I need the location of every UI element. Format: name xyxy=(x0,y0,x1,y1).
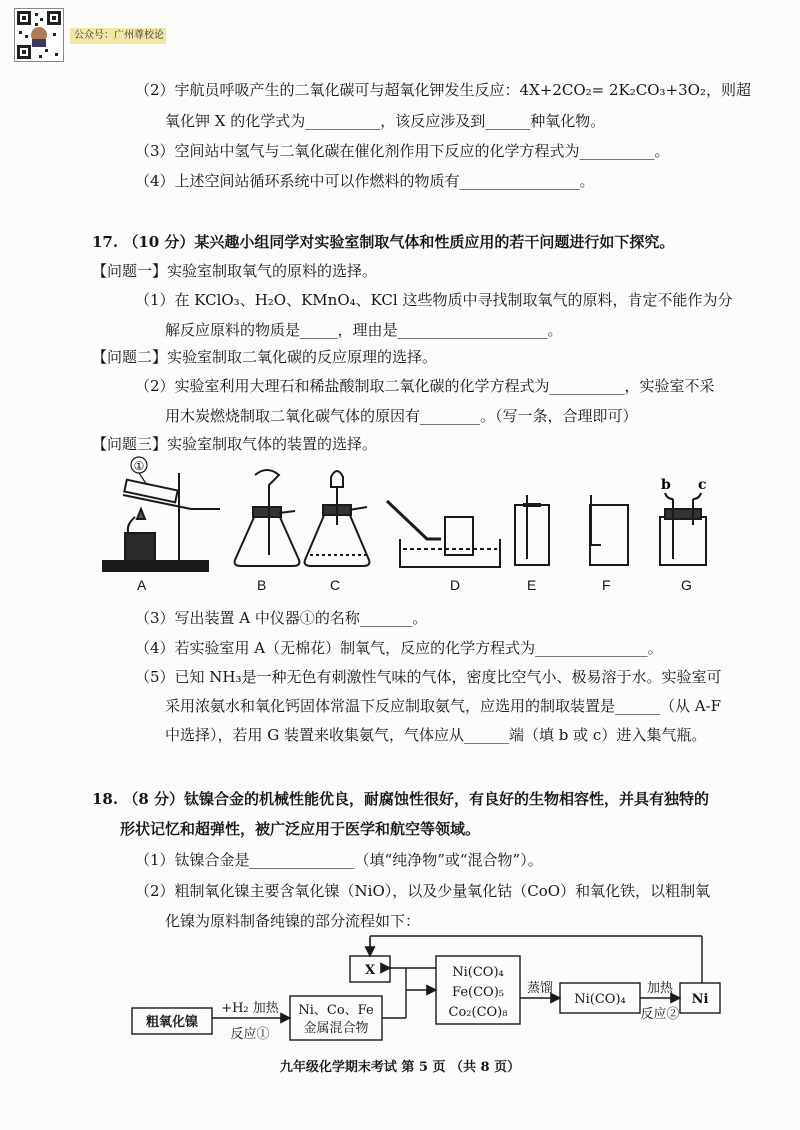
flow-chart xyxy=(120,928,740,1046)
header-badge: 公众号：广州尊校论 xyxy=(70,28,166,44)
q18-title-b: 形状记忆和超弹性，被广泛应用于医学和航空等领域。 xyxy=(120,820,481,838)
flow-mix1: Ni、Co、Fe xyxy=(298,1003,374,1018)
flow-ni: Ni xyxy=(691,992,709,1007)
flow-raw: 粗氧化镍 xyxy=(145,1015,199,1030)
q18-sub2b: 化镍为原料制备纯镍的部分流程如下： xyxy=(165,912,421,930)
flow-x: X xyxy=(364,963,376,978)
q17-sub1a: （1）在 KClO₃、H₂O、KMnO₄、KCl 这些物质中寻找制取氧气的原料，肯定不能作为分 xyxy=(135,291,733,309)
label-d: D xyxy=(450,577,461,593)
q16-line2a: （2）宇航员呼吸产生的二氧化碳可与超氧化钾发生反应：4X+2CO₂= 2K₂CO₃+3O₂，则超 xyxy=(135,81,751,99)
q17-sub5b: 采用浓氨水和氧化钙固体常温下反应制取氨气，应选用的制取装置是______（从 A-F xyxy=(165,697,722,715)
label-f: F xyxy=(602,577,611,593)
q16-line2b: 氧化钾 X 的化学式为__________，该反应涉及到______种氧化物。 xyxy=(165,112,606,130)
apparatus-c xyxy=(305,471,370,566)
q17-problem2: 【问题二】实验室制取二氧化碳的反应原理的选择。 xyxy=(92,348,438,366)
q18-sub2a: （2）粗制氧化镍主要含氧化镍（NiO），以及少量氧化钴（CoO）和氧化铁，以粗制氧 xyxy=(135,882,711,900)
label-b: B xyxy=(257,577,267,593)
flow-c2: Fe(CO)₅ xyxy=(452,985,504,1000)
g-port-b: b xyxy=(661,477,671,493)
q17-sub5a: （5）已知 NH₃是一种无色有刺激性气味的气体，密度比空气小、极易溶于水。实验室可 xyxy=(135,668,722,686)
q17-sub1b: 解反应原料的物质是_____，理由是____________________。 xyxy=(165,321,563,339)
flow-distill: 蒸馏 xyxy=(526,981,554,996)
apparatus-e xyxy=(515,495,549,565)
qr-code xyxy=(14,8,64,62)
apparatus-diagram xyxy=(95,455,735,600)
q17-sub5c: 中选择），若用 G 装置来收集氨气，气体应从______端（填 b 或 c）进入集气瓶。 xyxy=(165,726,707,744)
g-port-c: c xyxy=(698,477,707,493)
apparatus-b xyxy=(235,470,300,566)
flow-c1: Ni(CO)₄ xyxy=(452,965,504,980)
q16-line4: （4）上述空间站循环系统中可以作燃料的物质有________________。 xyxy=(135,172,595,190)
q17-title: 17. （10 分）某兴趣小组同学对实验室制取气体和性质应用的若干问题进行如下探究。 xyxy=(92,233,675,251)
label-g: G xyxy=(681,577,692,593)
apparatus-f xyxy=(590,495,628,565)
label-a: A xyxy=(137,577,147,593)
q18-sub1: （1）钛镍合金是______________（填“纯净物”或“混合物”）。 xyxy=(135,851,543,869)
q17-sub3: （3）写出装置 A 中仪器①的名称_______。 xyxy=(135,609,428,627)
apparatus-d xyxy=(387,501,500,567)
q17-sub2a: （2）实验室利用大理石和稀盐酸制取二氧化碳的化学方程式为__________，实验室不采 xyxy=(135,377,715,395)
label-c: C xyxy=(330,577,341,593)
flow-c3: Co₂(CO)₈ xyxy=(448,1005,508,1020)
flow-step1-bottom: 反应① xyxy=(230,1027,270,1042)
q18-title-a: 18. （8 分）钛镍合金的机械性能优良，耐腐蚀性很好，有良好的生物相容性，并具有独特的 xyxy=(92,790,709,808)
flow-mix2: 金属混合物 xyxy=(303,1021,369,1036)
q17-problem1: 【问题一】实验室制取氧气的原料的选择。 xyxy=(92,262,378,280)
q17-sub2b: 用木炭燃烧制取二氧化碳气体的原因有________。（写一条，合理即可） xyxy=(165,407,638,425)
flow-heat: 加热 xyxy=(646,981,674,996)
flow-nico: Ni(CO)₄ xyxy=(574,992,626,1007)
flow-step1-top: +H₂ 加热 xyxy=(221,1001,279,1016)
q17-problem3: 【问题三】实验室制取气体的装置的选择。 xyxy=(92,435,378,453)
q17-sub4: （4）若实验室用 A（无棉花）制氧气，反应的化学方程式为_______________。 xyxy=(135,639,663,657)
flow-step2: 反应② xyxy=(640,1007,680,1022)
circle-one-mark: ① xyxy=(133,459,145,473)
label-e: E xyxy=(527,577,537,593)
q16-line3: （3）空间站中氢气与二氧化碳在催化剂作用下反应的化学方程式为__________。 xyxy=(135,142,670,160)
apparatus-a xyxy=(103,473,220,571)
page-footer: 九年级化学期末考试 第 5 页 （共 8 页） xyxy=(279,1060,521,1075)
apparatus-g xyxy=(660,493,706,565)
